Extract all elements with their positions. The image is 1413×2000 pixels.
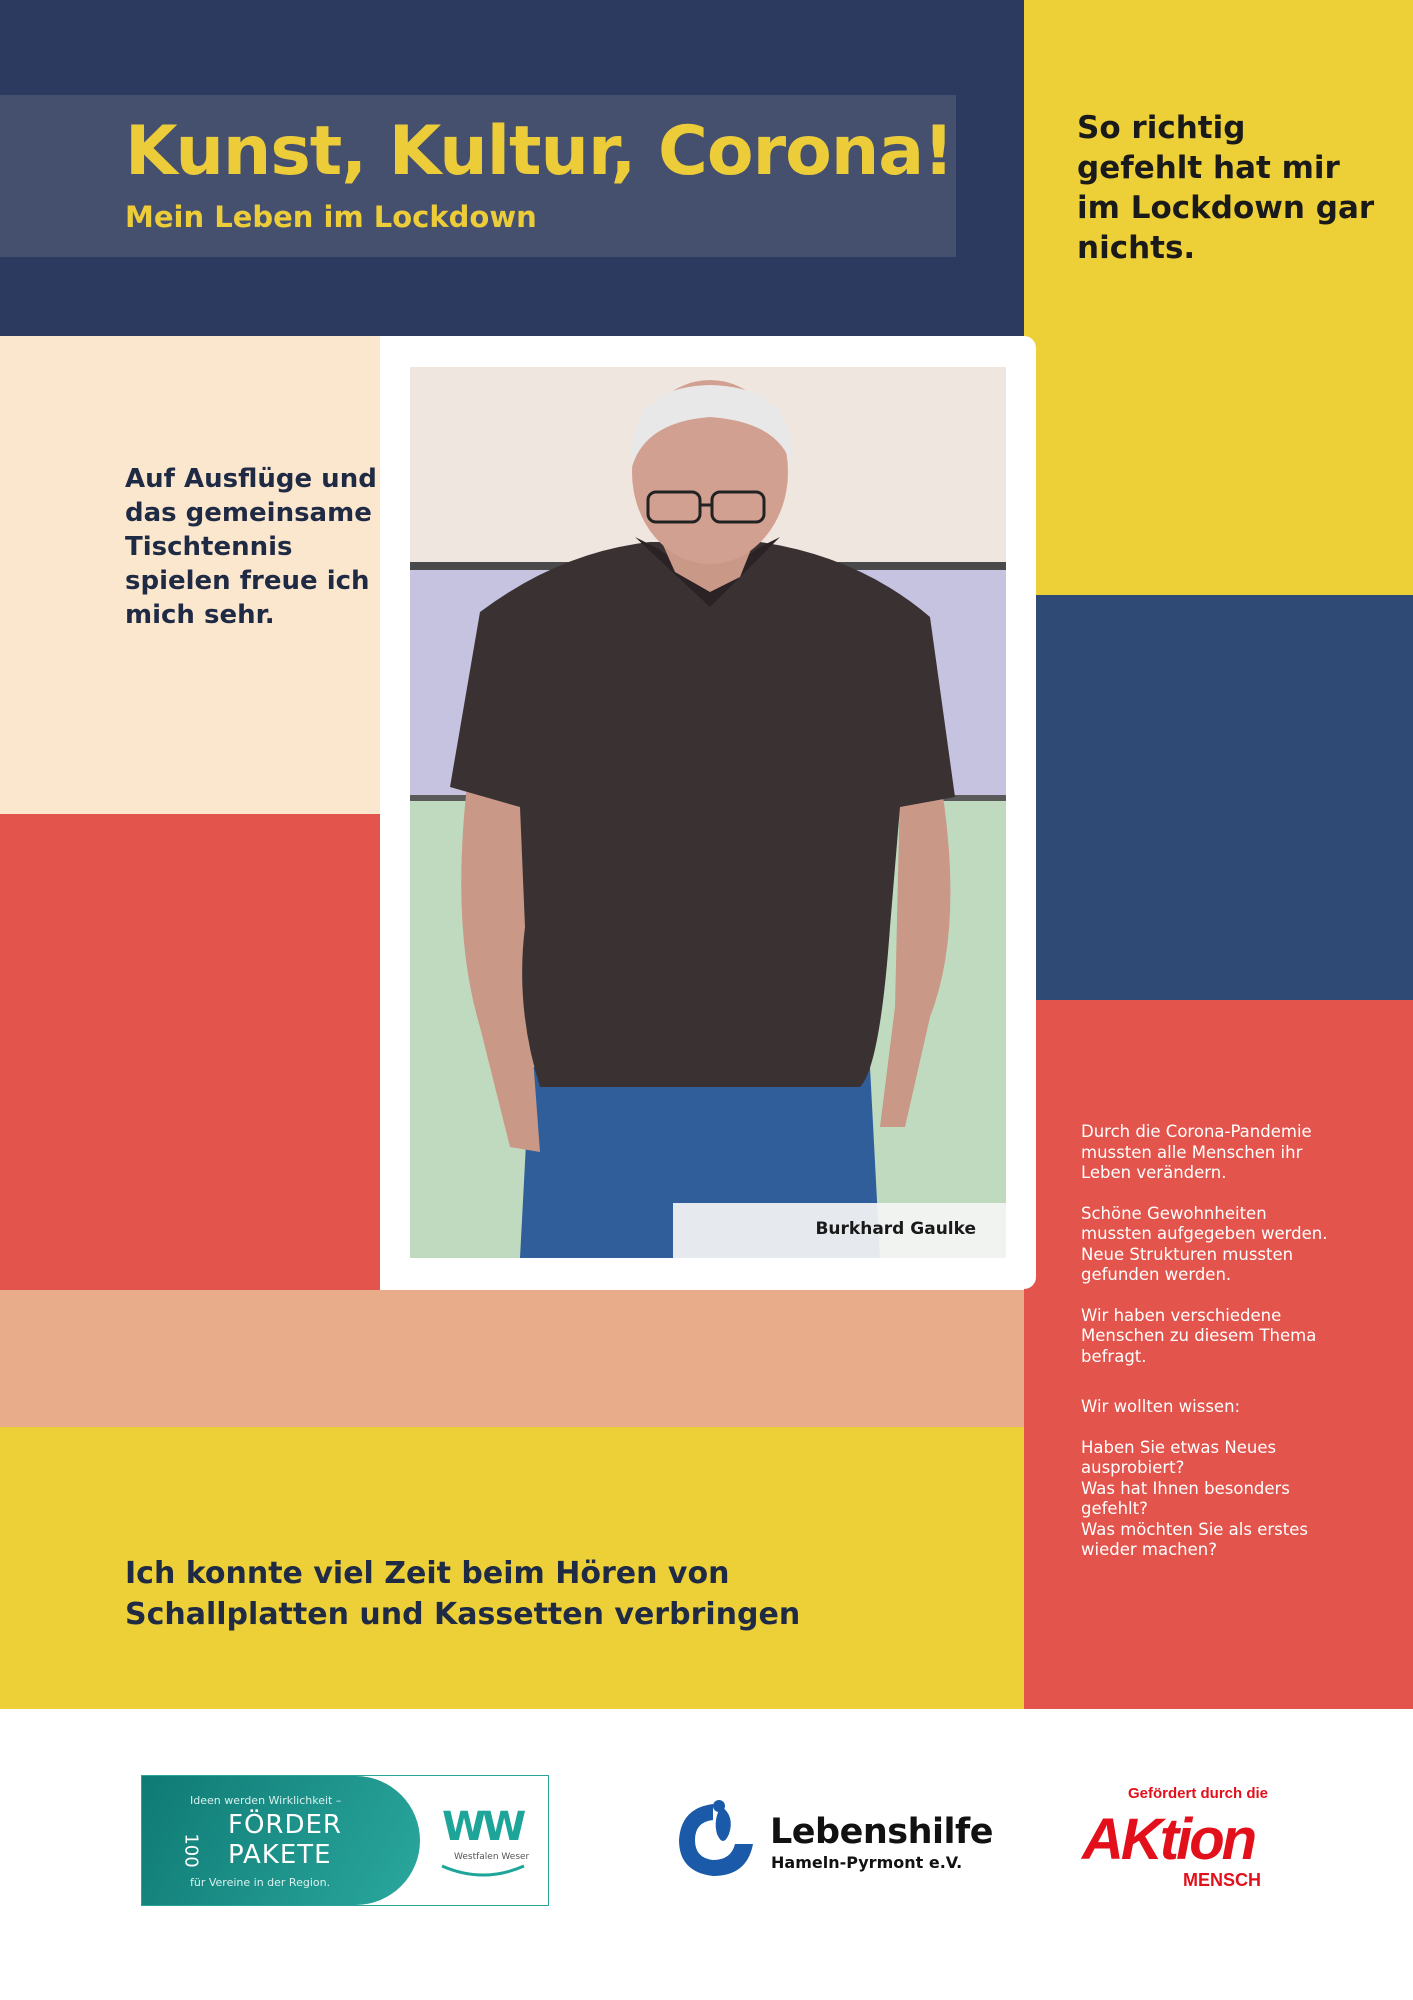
foerder-word1: FÖRDER: [228, 1810, 342, 1840]
lebenshilfe-name: Lebenshilfe: [770, 1812, 993, 1852]
ww-swoosh-icon: [438, 1862, 528, 1882]
foerder-footer: für Vereine in der Region.: [190, 1876, 331, 1889]
quote-top-right: So richtig gefehlt hat mir im Lockdown gar nichts.: [1077, 110, 1375, 266]
info-text: [1081, 1122, 1341, 1581]
blue-right-block: [1024, 595, 1413, 1000]
quote-bottom: Ich konnte viel Zeit beim Hören von Schallplatten und Kassetten verbringen: [125, 1556, 801, 1632]
aktion-mensch-sub: MENSCH: [1183, 1870, 1262, 1890]
info-paragraph: Neue Strukturen mussten gefunden werden.: [1081, 1244, 1294, 1284]
lebenshilfe-icon: [673, 1798, 759, 1880]
info-question: Was möchten Sie als erstes wieder machen?: [1081, 1519, 1308, 1559]
page-subtitle: Mein Leben im Lockdown: [125, 200, 537, 234]
info-heading: Wir wollten wissen:: [1081, 1397, 1241, 1416]
person-name: Burkhard Gaulke: [815, 1219, 976, 1239]
info-paragraph: Durch die Corona-Pandemie mussten alle Menschen ihr Leben verändern.: [1081, 1122, 1312, 1182]
info-question: Haben Sie etwas Neues ausprobiert?: [1081, 1437, 1277, 1477]
red-left-block: [0, 814, 380, 1290]
quote-left: Auf Ausflüge und das gemeinsame Tischtennis spielen freue ich mich sehr.: [125, 464, 377, 630]
aktion-mensch-logo: AKtion: [1082, 1807, 1255, 1872]
foerderpakete-logo: [141, 1775, 549, 1906]
ww-mark: WW: [442, 1804, 523, 1850]
info-paragraph: Wir haben verschiedene Menschen zu diesem Thema befragt.: [1081, 1305, 1317, 1366]
info-question: Was hat Ihnen besonders gefehlt?: [1081, 1478, 1290, 1518]
foerder-word2: PAKETE: [228, 1840, 332, 1870]
foerder-tagline: Ideen werden Wirklichkeit –: [190, 1794, 342, 1807]
aktion-mensch-tagline: Gefördert durch die: [1128, 1785, 1269, 1802]
page-title: Kunst, Kultur, Corona!: [125, 112, 954, 191]
name-label: [673, 1203, 1006, 1258]
ww-sub: Westfalen Weser: [454, 1852, 530, 1862]
portrait-photo: [410, 367, 1006, 1258]
foerder-number: 100: [180, 1833, 202, 1868]
yellow-top-right-block: [1024, 0, 1413, 595]
salmon-strip-block: [0, 1290, 1024, 1427]
info-paragraph: Schöne Gewohnheiten mussten aufgegeben werden.: [1081, 1203, 1328, 1243]
lebenshilfe-sub: Hameln-Pyrmont e.V.: [771, 1853, 963, 1872]
